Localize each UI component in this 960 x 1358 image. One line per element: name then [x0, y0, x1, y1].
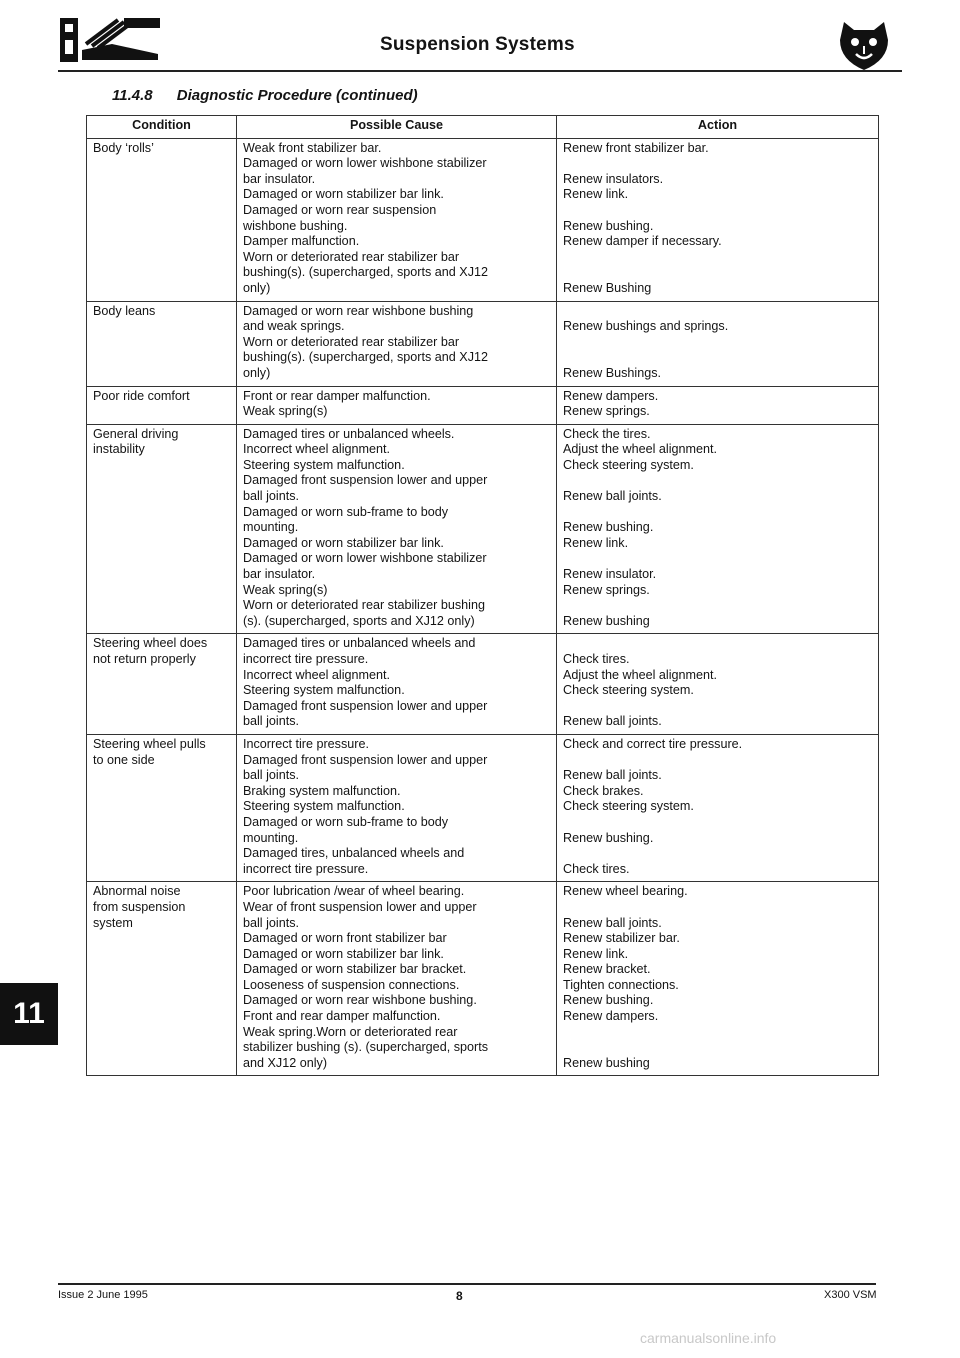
action-line: Renew ball joints. [563, 768, 662, 783]
section-number: 11.4.8 [112, 87, 153, 104]
action-line [563, 250, 872, 266]
column-header-condition: Condition [87, 116, 237, 139]
condition-line: Body leans [93, 303, 156, 318]
cause-line: ball joints. [243, 915, 300, 930]
cause-line: ball joints. [243, 768, 300, 783]
cell-cause [237, 882, 557, 1076]
action-line: Renew dampers. [563, 388, 659, 403]
cause-line: only) [243, 280, 271, 295]
cause-line: bushing(s). (supercharged, sports and XJ12 [243, 265, 489, 280]
action-line: Check steering system. [563, 799, 694, 814]
action-line: Renew ball joints. [563, 714, 662, 729]
action-line [563, 1040, 872, 1056]
cause-line: Steering system malfunction. [243, 457, 405, 472]
action-line: Renew ball joints. [563, 915, 662, 930]
cell-action [557, 301, 879, 386]
action-line: Adjust the wheel alignment. [563, 667, 718, 682]
header-rule [58, 70, 902, 72]
table-row [87, 634, 879, 735]
action-line: Check tires. [563, 861, 630, 876]
cause-line: Looseness of suspension connections. [243, 977, 460, 992]
condition-line: Poor ride comfort [93, 388, 190, 403]
cause-line: stabilizer bushing (s). (supercharged, sports [243, 1040, 488, 1055]
cell-cause [237, 424, 557, 634]
cause-line: Damaged or worn sub-frame to body [243, 814, 449, 829]
action-line: Renew bushing [563, 613, 650, 628]
condition-line: General driving [93, 426, 179, 441]
cause-line: and weak springs. [243, 319, 345, 334]
page-title: Suspension Systems [380, 34, 575, 55]
cause-line: Incorrect tire pressure. [243, 736, 369, 751]
cause-line: Damaged tires or unbalanced wheels. [243, 426, 455, 441]
cell-condition [87, 424, 237, 634]
cause-line: Damaged tires or unbalanced wheels and [243, 636, 476, 651]
cell-action [557, 424, 879, 634]
action-line: Check and correct tire pressure. [563, 736, 743, 751]
cause-line: Worn or deteriorated rear stabilizer bushing [243, 598, 485, 613]
cause-line: and XJ12 only) [243, 1055, 328, 1070]
cell-condition [87, 138, 237, 301]
cell-condition [87, 301, 237, 386]
cause-line: Worn or deteriorated rear stabilizer bar [243, 334, 460, 349]
condition-line: from suspension [93, 899, 186, 914]
cause-line: Damper malfunction. [243, 234, 360, 249]
cell-action [557, 882, 879, 1076]
cause-line: ball joints. [243, 489, 300, 504]
action-line: Renew bushing. [563, 830, 654, 845]
cause-line: mounting. [243, 520, 299, 535]
table-row [87, 386, 879, 424]
cause-line: Weak spring(s) [243, 404, 328, 419]
cause-line: Damaged or worn stabilizer bar link. [243, 535, 444, 550]
cause-line: Steering system malfunction. [243, 799, 405, 814]
cell-condition [87, 734, 237, 881]
table-row [87, 734, 879, 881]
table-body [87, 138, 879, 1076]
action-line [563, 473, 872, 489]
cause-line: Poor lubrication /wear of wheel bearing. [243, 884, 465, 899]
cause-line: Damaged front suspension lower and upper [243, 698, 488, 713]
action-line: Check brakes. [563, 783, 644, 798]
cell-condition [87, 882, 237, 1076]
action-line [563, 505, 872, 521]
table-header-row [87, 116, 879, 139]
action-line [563, 304, 872, 320]
condition-line: Steering wheel does [93, 636, 208, 651]
cause-line: bar insulator. [243, 171, 316, 186]
footer-document: X300 VSM [824, 1289, 877, 1301]
cause-line: Damaged or worn stabilizer bar bracket. [243, 962, 467, 977]
cause-line: Damaged or worn rear suspension [243, 202, 437, 217]
suspension-section-icon [58, 14, 166, 66]
table-row [87, 301, 879, 386]
action-line: Renew bushing [563, 1055, 650, 1070]
table-row [87, 882, 879, 1076]
condition-line: Body ‘rolls’ [93, 140, 154, 155]
cause-line: Incorrect wheel alignment. [243, 667, 390, 682]
action-line [563, 551, 872, 567]
cause-line: Wear of front suspension lower and upper [243, 899, 477, 914]
cell-cause [237, 138, 557, 301]
action-line: Check tires. [563, 652, 630, 666]
footer-issue: Issue 2 June 1995 [58, 1289, 148, 1301]
action-line: Renew bushing. [563, 218, 654, 233]
action-line: Renew insulator. [563, 567, 657, 582]
action-line [563, 900, 872, 916]
cause-line: Damaged or worn rear wishbone bushing. [243, 993, 477, 1008]
action-line: Renew springs. [563, 404, 650, 419]
cell-cause [237, 634, 557, 735]
cause-line: Worn or deteriorated rear stabilizer bar [243, 249, 460, 264]
condition-line: Steering wheel pulls [93, 736, 206, 751]
cause-line: (s). (supercharged, sports and XJ12 only) [243, 613, 475, 628]
action-line: Renew springs. [563, 582, 650, 597]
action-line [563, 335, 872, 351]
action-line: Renew link. [563, 535, 629, 550]
cause-line: incorrect tire pressure. [243, 861, 369, 876]
cause-line: Weak spring.Worn or deteriorated rear [243, 1024, 458, 1039]
cause-line: Steering system malfunction. [243, 683, 405, 698]
action-line: Tighten connections. [563, 977, 679, 992]
cause-line: Damaged front suspension lower and upper [243, 752, 488, 767]
page-number: 8 [456, 1289, 463, 1303]
cell-cause [237, 301, 557, 386]
cell-action [557, 138, 879, 301]
cause-line: mounting. [243, 830, 299, 845]
condition-line: instability [93, 442, 145, 457]
action-line: Check steering system. [563, 457, 694, 472]
action-line [563, 156, 872, 172]
action-line [563, 753, 872, 769]
cell-cause [237, 386, 557, 424]
cause-line: Incorrect wheel alignment. [243, 442, 390, 457]
action-line: Renew link. [563, 946, 629, 961]
cause-line: Damaged or worn lower wishbone stabilizer [243, 156, 487, 171]
action-line [563, 203, 872, 219]
column-header-action: Action [557, 116, 879, 139]
condition-line: to one side [93, 752, 155, 767]
cause-line: Damaged or worn sub-frame to body [243, 504, 449, 519]
condition-line: not return properly [93, 652, 196, 666]
action-line: Renew bushings and springs. [563, 319, 729, 334]
action-line: Renew Bushings. [563, 365, 662, 380]
cause-line: Front or rear damper malfunction. [243, 388, 431, 403]
action-line: Adjust the wheel alignment. [563, 442, 718, 457]
jaguar-head-icon [836, 16, 892, 74]
action-line [563, 699, 872, 715]
action-line: Renew bushing. [563, 993, 654, 1008]
action-line: Renew wheel bearing. [563, 884, 688, 899]
action-line [563, 598, 872, 614]
cause-line: only) [243, 365, 271, 380]
action-line: Renew damper if necessary. [563, 234, 722, 249]
cause-line: Damaged front suspension lower and upper [243, 473, 488, 488]
action-line: Renew link. [563, 187, 629, 202]
cause-line: Braking system malfunction. [243, 783, 401, 798]
cause-line: Damaged or worn front stabilizer bar [243, 931, 447, 946]
chapter-tab: 11 [0, 983, 58, 1045]
action-line: Renew dampers. [563, 1009, 659, 1024]
watermark: carmanualsonline.info [640, 1330, 777, 1346]
action-line [563, 846, 872, 862]
diagnostic-table [86, 115, 879, 1076]
cell-cause [237, 734, 557, 881]
cause-line: Damaged or worn rear wishbone bushing [243, 303, 474, 318]
action-line [563, 265, 872, 281]
cause-line: incorrect tire pressure. [243, 652, 369, 666]
cause-line: Weak spring(s) [243, 582, 328, 597]
condition-line: Abnormal noise [93, 884, 181, 899]
cell-condition [87, 634, 237, 735]
condition-line: system [93, 915, 133, 930]
cause-line: bushing(s). (supercharged, sports and XJ12 [243, 350, 489, 365]
cause-line: Damaged or worn lower wishbone stabilizer [243, 551, 487, 566]
action-line: Check the tires. [563, 426, 651, 441]
cause-line: Weak front stabilizer bar. [243, 140, 382, 155]
cause-line: wishbone bushing. [243, 218, 348, 233]
cause-line: Front and rear damper malfunction. [243, 1009, 441, 1024]
action-line: Renew bushing. [563, 520, 654, 535]
section-heading [112, 87, 418, 104]
footer-rule [58, 1283, 876, 1285]
action-line: Renew Bushing [563, 280, 652, 295]
cause-line: Damaged or worn stabilizer bar link. [243, 187, 444, 202]
action-line: Renew ball joints. [563, 489, 662, 504]
action-line [563, 815, 872, 831]
cell-action [557, 386, 879, 424]
action-line: Check steering system. [563, 683, 694, 698]
table-row [87, 138, 879, 301]
cell-condition [87, 386, 237, 424]
action-line: Renew bracket. [563, 962, 651, 977]
action-line [563, 350, 872, 366]
cell-action [557, 734, 879, 881]
action-line: Renew stabilizer bar. [563, 931, 680, 946]
action-line: Renew insulators. [563, 171, 664, 186]
section-title: Diagnostic Procedure (continued) [176, 87, 418, 104]
action-line [563, 636, 872, 652]
table-row [87, 424, 879, 634]
column-header-cause: Possible Cause [237, 116, 557, 139]
action-line [563, 1025, 872, 1041]
cause-line: Damaged or worn stabilizer bar link. [243, 946, 444, 961]
cause-line: bar insulator. [243, 567, 316, 582]
cell-action [557, 634, 879, 735]
cause-line: ball joints. [243, 714, 300, 729]
action-line: Renew front stabilizer bar. [563, 140, 709, 155]
cause-line: Damaged tires, unbalanced wheels and [243, 846, 465, 861]
